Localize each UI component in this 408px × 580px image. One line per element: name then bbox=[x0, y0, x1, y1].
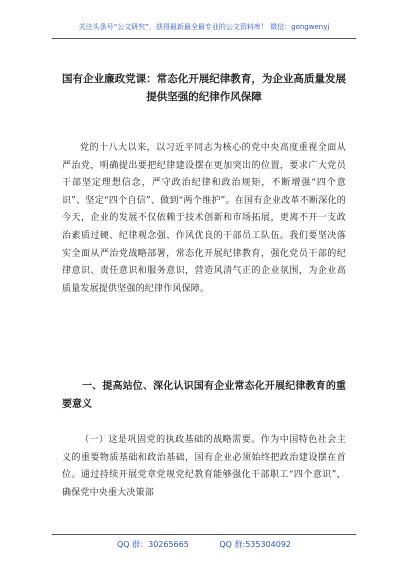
footer-qq-group-1: QQ 群：30265665 bbox=[116, 540, 189, 549]
intro-paragraph: 党的十八大以来，以习近平同志为核心的党中央高度重视全面从严治党，明确提出要把纪律建设摆在更加突出的位置，要求广大党员干部坚定理想信念，严守政治纪律和政治规矩，不断增强“四个意识”、坚定“四个自信”、做到“两个维护”。在国有企业改革不断深化的今天，企业的发展不仅依赖于技术创新和市场拓展，更离不开一支政治素质过硬、纪律观念强、作风优良的干部员工队伍。我们要坚决落实全面从严治党战略部署，常态化开展纪律教育，强化党员干部的纪律意识、责任意识和服务意识，营造风清气正的企业氛围，为企业高质量发展提供坚强的纪律作风保障。 bbox=[62, 143, 346, 294]
footer-qq-group-2: QQ 群:535304092 bbox=[219, 540, 292, 549]
footer bbox=[0, 539, 408, 550]
section-heading: 一、提高站位、深化认识国有企业常态化开展纪律教育的重要意义 bbox=[62, 381, 346, 410]
section-body bbox=[62, 432, 346, 502]
document-title: 国有企业廉政党课：常态化开展纪律教育，为企业高质量发展提供坚强的纪律作风保障 bbox=[62, 73, 346, 103]
intro-section bbox=[62, 140, 346, 298]
header-divider bbox=[52, 38, 356, 39]
section-paragraph: （一）这是巩固党的执政基础的战略需要。作为中国特色社会主义的重要物质基础和政治基础，国有企业必须始终把政治建设摆在首位。通过持续开展党章党规党纪教育能够强化干部职工“四个意识”，确保党中央重大决策部 bbox=[62, 435, 346, 498]
header-banner: 关注头条号“公文研究”，获得最新最全最专业的公文资料库！ 微信：gongwenyj bbox=[78, 23, 330, 31]
footer-divider bbox=[52, 534, 356, 535]
